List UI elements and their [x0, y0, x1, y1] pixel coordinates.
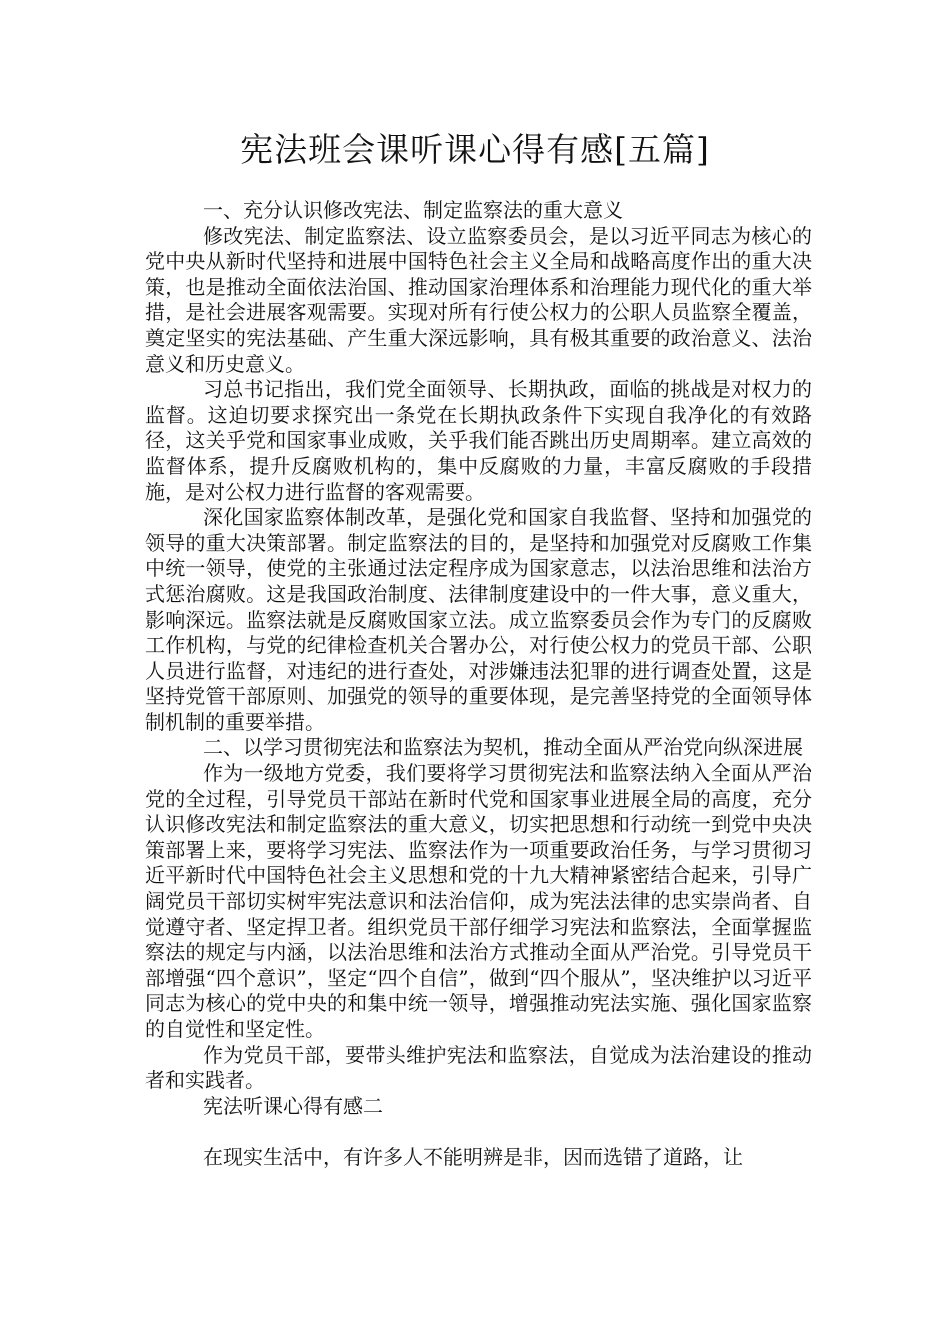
blank-line	[145, 1119, 812, 1145]
section-heading-2: 二、以学习贯彻宪法和监察法为契机，推动全面从严治党向纵深进展	[203, 735, 803, 760]
section-heading-3: 宪法听课心得有感二	[203, 1093, 383, 1118]
body-paragraph-6: 在现实生活中，有许多人不能明辨是非，因而选错了道路，让	[203, 1144, 743, 1169]
body-paragraph-5: 作为党员干部，要带头维护宪法和监察法，自觉成为法治建设的推动者和实践者。	[145, 1042, 812, 1093]
body-paragraph-2: 习总书记指出，我们党全面领导、长期执政，面临的挑战是对权力的监督。这迫切要求探究出一条党在长期执政条件下实现自我净化的有效路径，这关乎党和国家事业成败，关乎我们能否跳出历史周期率。建立高效的监督体系，提升反腐败机构的，集中反腐败的力量，丰富反腐败的手段措施，是对公权力进行监督的客观需要。	[145, 377, 812, 504]
body-paragraph-1: 修改宪法、制定监察法、设立监察委员会，是以习近平同志为核心的党中央从新时代坚持和进展中国特色社会主义全局和战略高度作出的重大决策，也是推动全面依法治国、推动国家治理体系和治理能力现代化的重大举措，是社会进展客观需要。实现对所有行使公权力的公职人员监察全覆盖，奠定坚实的宪法基础、产生重大深远影响，具有极其重要的政治意义、法治意义和历史意义。	[145, 223, 812, 376]
document-body	[145, 198, 812, 1171]
section-heading-1: 一、充分认识修改宪法、制定监察法的重大意义	[203, 198, 623, 222]
body-paragraph-4: 作为一级地方党委，我们要将学习贯彻宪法和监察法纳入全面从严治党的全过程，引导党员干部站在新时代党和国家事业进展全局的高度，充分认识修改宪法和制定监察法的重大意义，切实把思想和行动统一到党中央决策部署上来，要将学习宪法、监察法作为一项重要政治任务，与学习贯彻习近平新时代中国特色社会主义思想和党的十九大精神紧密结合起来，引导广阔党员干部切实树牢宪法意识和法治信仰，成为宪法法律的忠实崇尚者、自觉遵守者、坚定捍卫者。组织党员干部仔细学习宪法和监察法，全面掌握监察法的规定与内涵，以法治思维和法治方式推动全面从严治党。引导党员干部增强“四个意识”，坚定“四个自信”，做到“四个服从”，坚决维护以习近平同志为核心的党中央的和集中统一领导，增强推动宪法实施、强化国家监察的自觉性和坚定性。	[145, 761, 812, 1041]
document-title: 宪法班会课听课心得有感[五篇]	[240, 130, 710, 169]
body-paragraph-3: 深化国家监察体制改革，是强化党和国家自我监督、坚持和加强党的领导的重大决策部署。制定监察法的目的，是坚持和加强党对反腐败工作集中统一领导，使党的主张通过法定程序成为国家意志，以法治思维和法治方式惩治腐败。这是我国政治制度、法律制度建设中的一件大事，意义重大，影响深远。监察法就是反腐败国家立法。成立监察委员会作为专门的反腐败工作机构，与党的纪律检查机关合署办公，对行使公权力的党员干部、公职人员进行监督，对违纪的进行查处，对涉嫌违法犯罪的进行调查处置，这是坚持党管干部原则、加强党的领导的重要体现，是完善坚持党的全面领导体制机制的重要举措。	[145, 505, 812, 734]
